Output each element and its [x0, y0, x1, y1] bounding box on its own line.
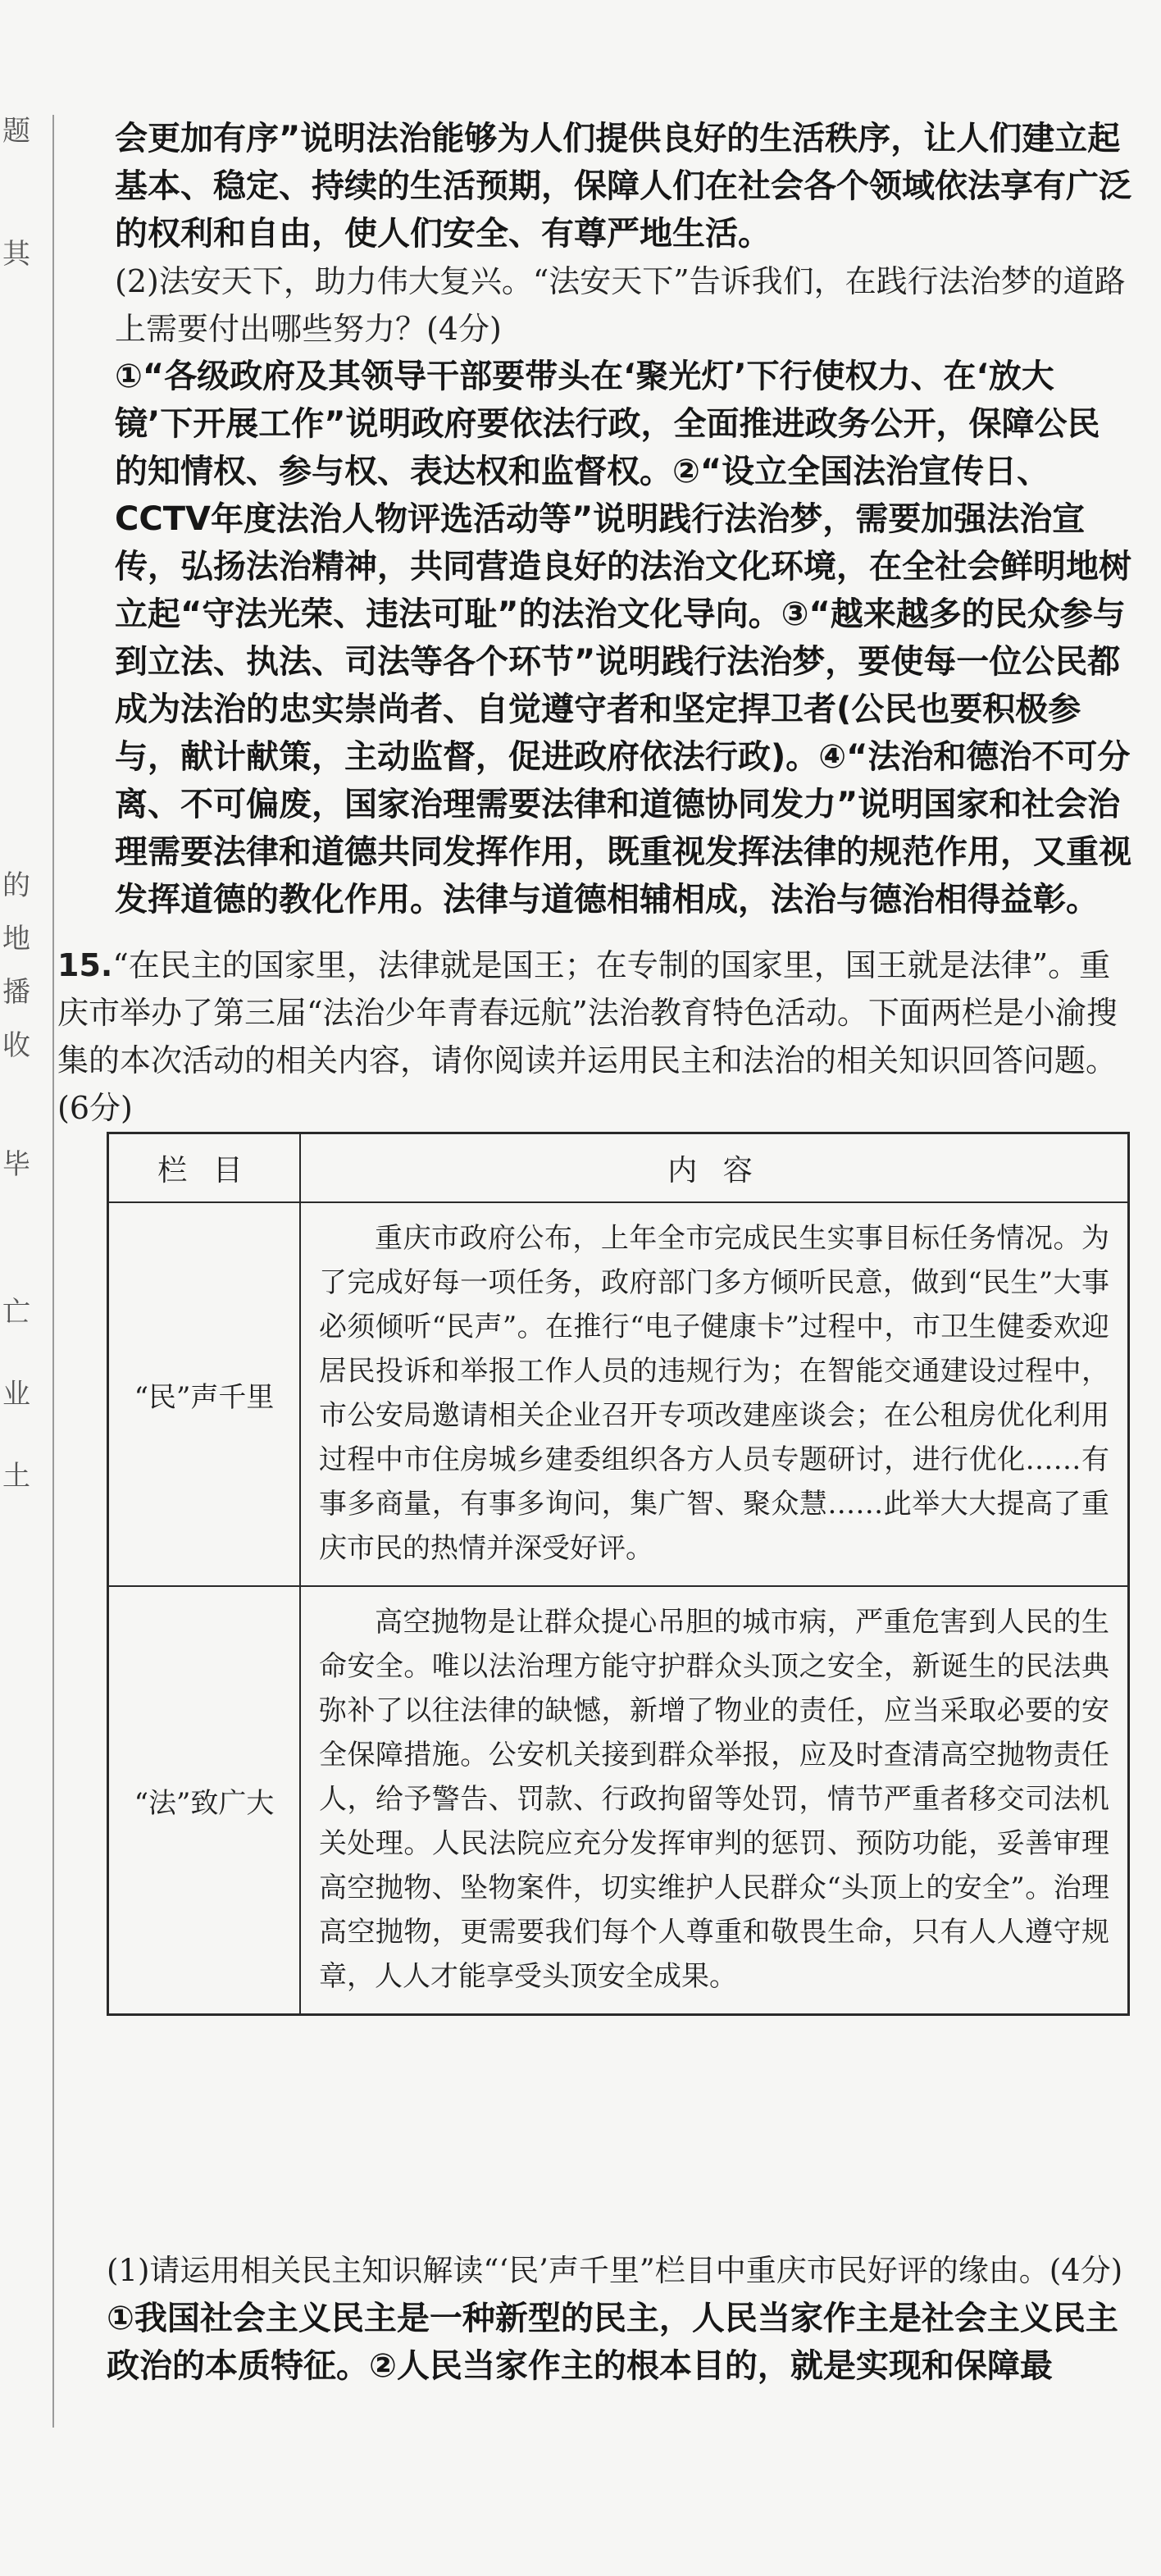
question-number: 15.	[57, 947, 113, 983]
q15-sub1	[107, 2247, 1131, 2390]
margin-glyph: 的	[2, 869, 30, 902]
margin-glyph: 播	[2, 976, 30, 1009]
q14-continuation	[115, 115, 1131, 923]
activity-table	[107, 1132, 1130, 2016]
table-row	[108, 1586, 1129, 2015]
q14-sub2-question: (2)法安天下，助力伟大复兴。“法安天下”告诉我们，在践行法治梦的道路上需要付出哪些努力？(4分)	[115, 263, 1126, 347]
margin-glyph: 其	[2, 238, 30, 271]
column-header-content: 内 容	[300, 1133, 1129, 1203]
row-label-minsheng: “民”声千里	[108, 1202, 301, 1586]
margin-glyph: 毕	[2, 1148, 30, 1181]
table-header-row	[108, 1133, 1129, 1203]
cell-text: 重庆市政府公布，上年全市完成民生实事目标任务情况。为了完成好每一项任务，政府部门多方倾听民意，做到“民生”大事必须倾听“民声”。在推行“电子健康卡”过程中，市卫生健委欢迎居民投诉和举报工作人员的违规行为；在智能交通建设过程中，市公安局邀请相关企业召开专项改建座谈会；在公租房优化利用过程中市住房城乡建委组织各方人员专题研讨，进行优化……有事多商量，有事多询问，集广智、聚众慧……此举大大提高了重庆市民的热情并深受好评。	[319, 1222, 1109, 1565]
binding-margin-line	[52, 115, 54, 2428]
q15-stem-text: “在民主的国家里，法律就是国王；在专制的国家里，国王就是法律”。重庆市举办了第三届“法治少年青春远航”法治教育特色活动。下面两栏是小渝搜集的本次活动的相关内容，请你阅读并运用民主和法治的相关知识回答问题。(6分)	[57, 947, 1118, 1126]
cell-text: 高空抛物是让群众提心吊胆的城市病，严重危害到人民的生命安全。唯以法治理方能守护群众头顶之安全，新诞生的民法典弥补了以往法律的缺憾，新增了物业的责任，应当采取必要的安全保障措施。公安机关接到群众举报，应及时查清高空抛物责任人，给予警告、罚款、行政拘留等处罚，情节严重者移交司法机关处理。人民法院应充分发挥审判的惩罚、预防功能，妥善审理高空抛物、坠物案件，切实维护人民群众“头顶上的安全”。治理高空抛物，更需要我们每个人尊重和敬畏生命，只有人人遵守规章，人人才能享受头顶安全成果。	[319, 1606, 1109, 1993]
row-label-fazhi: “法”致广大	[108, 1586, 301, 2015]
margin-glyph: 题	[2, 115, 30, 148]
margin-glyph: 土	[2, 1460, 30, 1493]
row-content-minsheng	[300, 1202, 1129, 1586]
q15-sub1-question: (1)请运用相关民主知识解读“‘民’声千里”栏目中重庆市民好评的缘由。(4分)	[107, 2253, 1123, 2288]
q15-sub1-answer: ①我国社会主义民主是一种新型的民主，人民当家作主是社会主义民主政治的本质特征。②人民当家作主的根本目的，就是实现和保障最	[107, 2300, 1118, 2385]
q14-answer-part1: 会更加有序”说明法治能够为人们提供良好的生活秩序，让人们建立起基本、稳定、持续的生活预期，保障人们在社会各个领域依法享有广泛的权利和自由，使人们安全、有尊严地生活。	[115, 120, 1131, 253]
table-row	[108, 1202, 1129, 1586]
margin-glyph: 亡	[2, 1296, 30, 1329]
margin-glyph: 收	[2, 1029, 30, 1062]
row-content-fazhi	[300, 1586, 1129, 2015]
q14-answer-part2: ①“各级政府及其领导干部要带头在‘聚光灯’下行使权力、在‘放大镜’下开展工作”说明政府要依法行政，全面推进政务公开，保障公民的知情权、参与权、表达权和监督权。②“设立全国法治宣传日、CCTV年度法治人物评选活动等”说明践行法治梦，需要加强法治宣传，弘扬法治精神，共同营造良好的法治文化环境，在全社会鲜明地树立起“守法光荣、违法可耻”的法治文化导向。③“越来越多的民众参与到立法、执法、司法等各个环节”说明践行法治梦，要使每一位公民都成为法治的忠实崇尚者、自觉遵守者和坚定捍卫者(公民也要积极参与，献计献策，主动监督，促进政府依法行政)。④“法治和德治不可分离、不可偏废，国家治理需要法律和道德协同发力”说明国家和社会治理需要法律和道德共同发挥作用，既重视发挥法律的规范作用，又重视发挥道德的教化作用。法律与道德相辅相成，法治与德治相得益彰。	[115, 358, 1131, 919]
margin-glyph: 业	[2, 1378, 30, 1411]
margin-glyph: 地	[2, 923, 30, 955]
q15-stem	[57, 941, 1131, 1132]
question-15	[57, 941, 1131, 1132]
column-header-section: 栏 目	[108, 1133, 301, 1203]
